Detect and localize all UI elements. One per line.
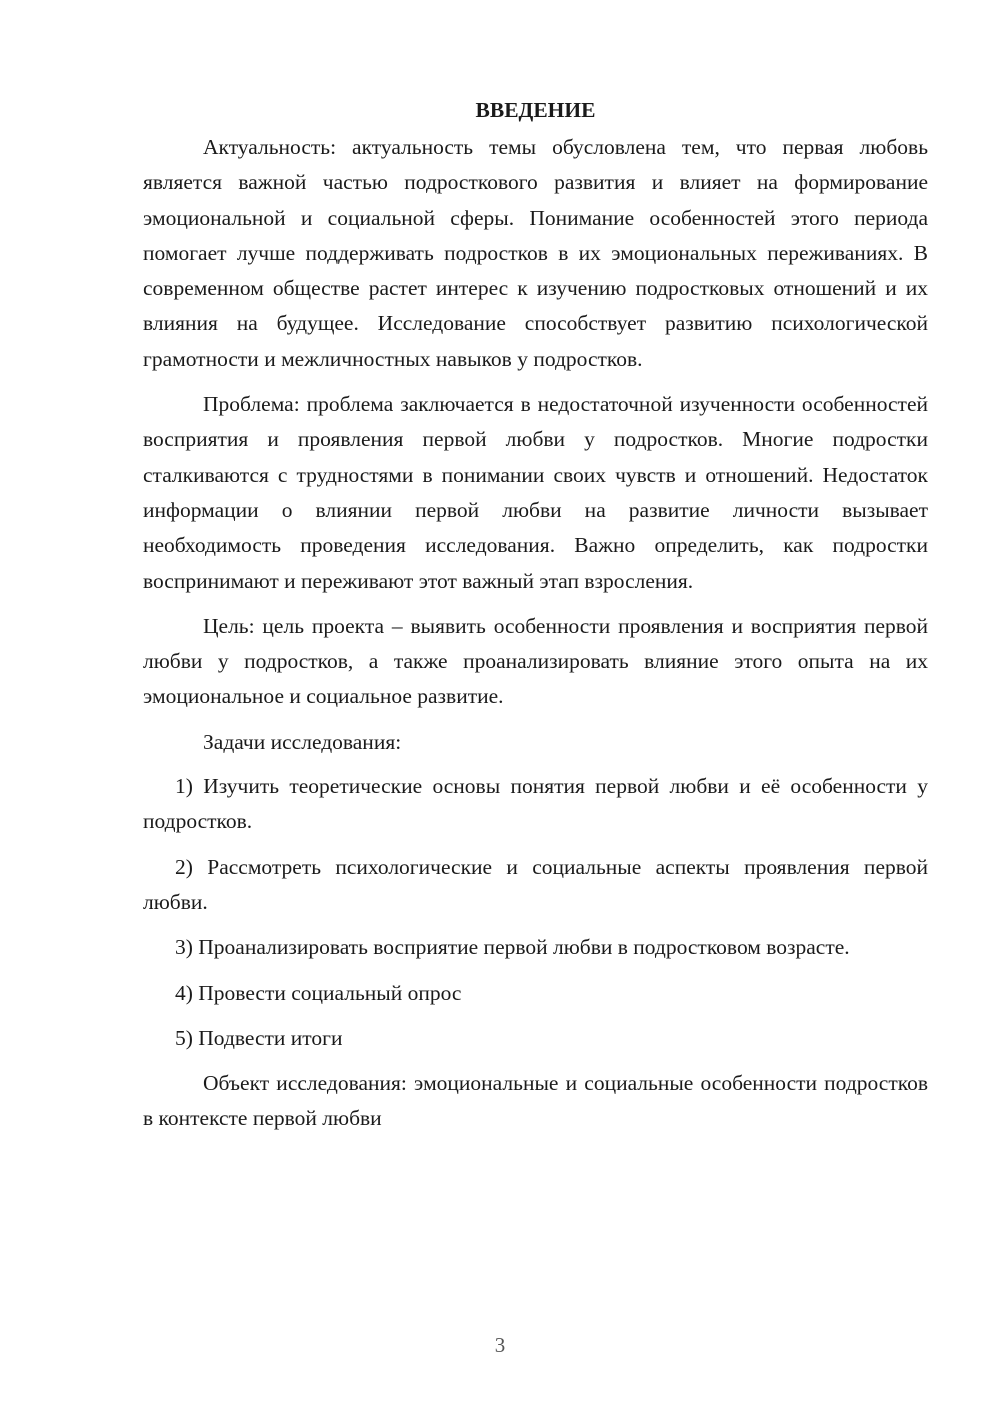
list-item: 4) Провести социальный опрос (175, 980, 462, 1005)
list-item: 1) Изучить теоретические основы понятия первой любви и её особенности у подростков. (143, 774, 928, 834)
tasks-list (143, 769, 928, 1056)
object-paragraph: Объект исследования: эмоциональные и социальные особенности подростков в контексте первой любви (143, 1071, 928, 1131)
list-item: 5) Подвести итоги (175, 1025, 343, 1050)
page-title: ВВЕДЕНИЕ (475, 98, 596, 122)
document-page (143, 92, 928, 1147)
goal-paragraph: Цель: цель проекта – выявить особенности проявления и восприятия первой любви у подростков, а также проанализировать влияние этого опыта на их эмоциональное и социальное развитие. (143, 613, 928, 709)
list-item: 2) Рассмотреть психологические и социальные аспекты проявления первой любви. (143, 854, 928, 914)
tasks-heading: Задачи исследования: (203, 729, 402, 754)
problem-paragraph: Проблема: проблема заключается в недостаточной изученности особенностей восприятия и проявления первой любви у подростков. Многие подростки сталкиваются с трудностями в понимании своих чувств и отношений. Недостаток информации о влиянии первой любви на развитие личности вызывает необходимость проведения исследования. Важно определить, как подростки воспринимают и переживают этот важный этап взросления. (143, 392, 928, 593)
page-number: 3 (494, 1333, 506, 1357)
list-item: 3) Проанализировать восприятие первой любви в подростковом возрасте. (175, 935, 850, 960)
relevance-paragraph: Актуальность: актуальность темы обусловлена тем, что первая любовь является важной частью подросткового развития и влияет на формирование эмоциональной и социальной сферы. Понимание особенностей этого периода помогает лучше поддерживать подростков в их эмоциональных переживаниях. В современном обществе растет интерес к изучению подростковых отношений и их влияния на будущее. Исследование способствует развитию психологической грамотности и межличностных навыков у подростков. (143, 135, 928, 371)
